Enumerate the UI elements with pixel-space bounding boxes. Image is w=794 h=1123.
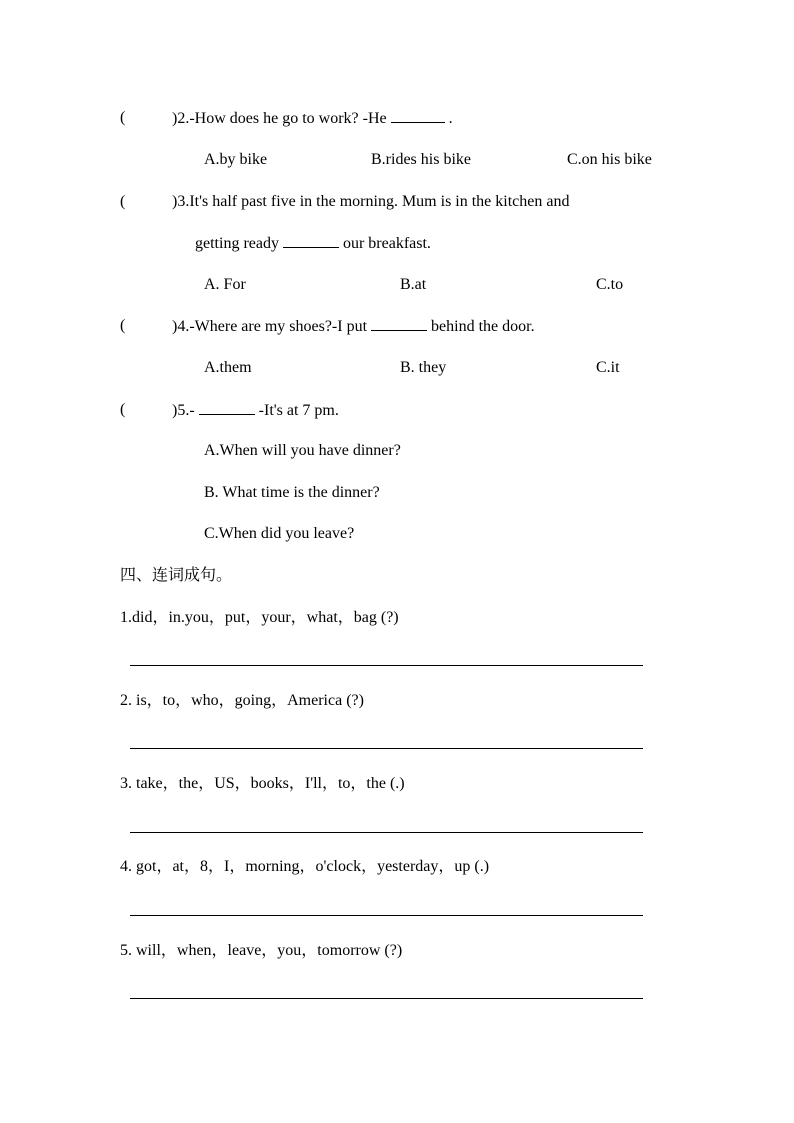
sentence-item-3: 3. take，the，US，books，I'll，to，the (.) — [120, 775, 405, 792]
question-stem-line2: getting ready our breakfast. — [195, 235, 431, 252]
sentence-item-4: 4. got，at，8，I，morning，o'clock，yesterday，up (.) — [120, 858, 490, 875]
option-a: A.When will you have dinner? — [204, 442, 401, 459]
answer-line-2[interactable] — [130, 748, 643, 749]
option-a: A.them — [204, 359, 252, 376]
answer-paren-open: ( — [120, 193, 126, 210]
option-b: B.rides his bike — [371, 151, 471, 168]
fill-blank[interactable] — [371, 316, 427, 331]
option-a: A. For — [204, 276, 246, 293]
sentence-item-2: 2. is，to，who，going，America (?) — [120, 692, 364, 709]
option-c: C.When did you leave? — [204, 525, 355, 542]
sentence-item-1: 1.did，in.you，put，your，what，bag (?) — [120, 609, 399, 626]
option-a: A.by bike — [204, 151, 268, 168]
sentence-item-5: 5. will，when，leave，you，tomorrow (?) — [120, 942, 403, 959]
answer-line-1[interactable] — [130, 665, 643, 666]
fill-blank[interactable] — [199, 400, 255, 415]
option-b: B.at — [400, 276, 427, 293]
answer-paren-open: ( — [120, 109, 126, 126]
fill-blank[interactable] — [283, 233, 339, 248]
question-stem: )4.-Where are my shoes?-I put behind the door. — [172, 318, 535, 335]
option-c: C.to — [596, 276, 624, 293]
question-stem: )2.-How does he go to work? -He . — [172, 110, 453, 127]
answer-line-4[interactable] — [130, 915, 643, 916]
answer-line-5[interactable] — [130, 998, 643, 999]
option-b: B. What time is the dinner? — [204, 484, 380, 501]
answer-paren-open: ( — [120, 317, 126, 334]
question-stem: )5.- -It's at 7 pm. — [172, 402, 339, 419]
section-title: 四、连词成句。 — [120, 567, 233, 584]
answer-line-3[interactable] — [130, 832, 643, 833]
question-stem: )3.It's half past five in the morning. Mum is in the kitchen and — [172, 193, 570, 210]
answer-paren-open: ( — [120, 401, 126, 418]
option-c: C.it — [596, 359, 620, 376]
option-b: B. they — [400, 359, 447, 376]
option-c: C.on his bike — [567, 151, 652, 168]
fill-blank[interactable] — [391, 108, 445, 123]
